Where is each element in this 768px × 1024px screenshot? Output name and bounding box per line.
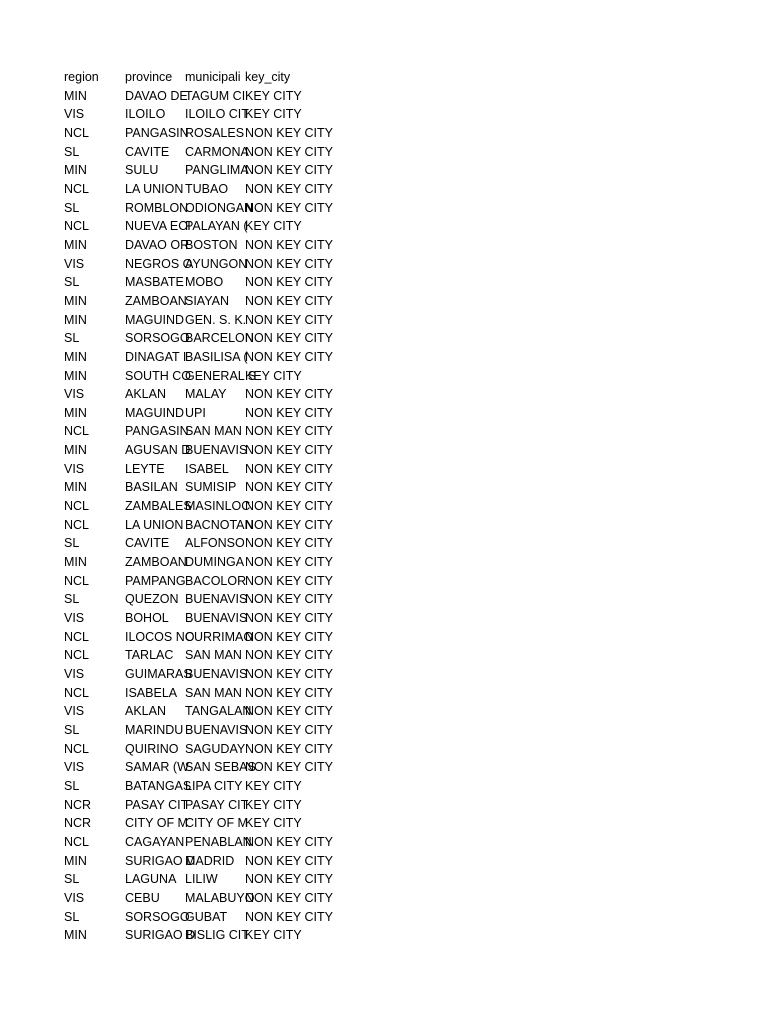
cell-province: LEYTE	[125, 461, 165, 476]
cell-key-city: NON KEY CITY	[245, 517, 333, 532]
cell-region: NCR	[64, 797, 92, 812]
cell-municipality: SAN MAN	[185, 648, 242, 663]
header-cell-province: province	[125, 70, 173, 84]
cell-province: GUIMARAS	[125, 667, 192, 681]
cell-municipality: BUENAVIS	[185, 611, 248, 626]
cell-province: SORSOGO	[125, 909, 190, 924]
cell-key-city: KEY CITY	[245, 368, 302, 383]
cell-province: BATANGAS	[125, 778, 192, 793]
cell-province: SULU	[125, 163, 159, 178]
cell-province: CAVITE	[125, 144, 170, 159]
cell-key-city: NON KEY CITY	[245, 237, 333, 252]
cell-municipality: BARCELON	[185, 331, 254, 346]
cell-province: PAMPANG	[125, 573, 186, 588]
cell-province: ILOCOS NO	[125, 629, 195, 644]
cell-region: VIS	[64, 704, 85, 719]
cell-province: ZAMBALES	[125, 499, 192, 514]
cell-key-city: KEY CITY	[245, 219, 302, 234]
cell-region: SL	[64, 592, 80, 607]
cell-province: SORSOGO	[125, 331, 190, 346]
cell-region: MIN	[64, 928, 87, 943]
cell-key-city: NON KEY CITY	[245, 387, 333, 402]
cell-municipality: SUMISIP	[185, 480, 237, 495]
cell-key-city: NON KEY CITY	[245, 499, 333, 514]
cell-region: NCL	[64, 181, 90, 196]
cell-region: VIS	[64, 256, 85, 271]
cell-province: ROMBLON	[125, 200, 189, 215]
cell-key-city: NON KEY CITY	[245, 480, 333, 495]
cell-province: AGUSAN D	[125, 443, 191, 458]
cell-region: SL	[64, 275, 80, 290]
cell-region: SL	[64, 722, 80, 737]
cell-municipality: LIPA CITY	[185, 778, 243, 793]
cell-province: CAVITE	[125, 536, 170, 551]
cell-key-city: NON KEY CITY	[245, 648, 333, 663]
cell-province: SAMAR (W	[125, 760, 189, 775]
cell-key-city: KEY CITY	[245, 797, 302, 812]
cell-region: NCL	[64, 741, 90, 756]
cell-region: SL	[64, 331, 80, 346]
cell-key-city: KEY CITY	[245, 107, 302, 122]
cell-province: MARINDU	[125, 722, 184, 737]
cell-key-city: NON KEY CITY	[245, 256, 333, 271]
cell-province: MAGUIND	[125, 405, 185, 420]
cell-municipality: SAN SEBAS	[185, 760, 256, 775]
cell-key-city: NON KEY CITY	[245, 312, 333, 327]
cell-municipality: CARMONA	[185, 144, 249, 159]
cell-province: ISABELA	[125, 685, 178, 700]
cell-key-city: NON KEY CITY	[245, 125, 333, 140]
cell-province: AKLAN	[125, 387, 166, 402]
cell-key-city: NON KEY CITY	[245, 163, 333, 178]
cell-province: TARLAC	[125, 648, 174, 663]
cell-key-city: NON KEY CITY	[245, 909, 333, 924]
cell-municipality: TUBAO	[185, 181, 229, 196]
cell-municipality: BOSTON	[185, 237, 238, 252]
cell-key-city: NON KEY CITY	[245, 722, 333, 737]
cell-province: CAGAYAN	[125, 834, 185, 849]
cell-municipality: SIAYAN	[185, 293, 229, 308]
cell-region: MIN	[64, 349, 87, 364]
cell-region: VIS	[64, 760, 85, 775]
cell-key-city: NON KEY CITY	[245, 573, 333, 588]
cell-province: LA UNION	[125, 517, 184, 532]
cell-region: NCL	[64, 499, 90, 514]
cell-region: MIN	[64, 853, 87, 868]
cell-key-city: NON KEY CITY	[245, 685, 333, 700]
cell-key-city: NON KEY CITY	[245, 760, 333, 775]
cell-municipality: SAGUDAY	[185, 741, 246, 756]
cell-municipality: AYUNGON	[185, 256, 248, 271]
cell-key-city: NON KEY CITY	[245, 555, 333, 570]
cell-key-city: NON KEY CITY	[245, 275, 333, 290]
cell-municipality: SAN MAN	[185, 685, 242, 700]
cell-key-city: KEY CITY	[245, 778, 302, 793]
cell-municipality: BUENAVIS	[185, 722, 248, 737]
cell-region: MIN	[64, 405, 87, 420]
cell-municipality: PASAY CIT	[185, 797, 249, 812]
cell-region: VIS	[64, 461, 85, 476]
cell-province: CITY OF M	[125, 816, 188, 831]
cell-municipality: BISLIG CIT	[185, 928, 249, 943]
cell-region: VIS	[64, 667, 85, 681]
cell-municipality: GENERAL S	[185, 368, 257, 383]
cell-province: QUEZON	[125, 592, 179, 607]
cell-key-city: NON KEY CITY	[245, 704, 333, 719]
cell-municipality: BUENAVIS	[185, 592, 248, 607]
cell-region: MIN	[64, 163, 87, 178]
cell-municipality: CITY OF M	[185, 816, 248, 831]
cell-municipality: UPI	[185, 405, 206, 420]
cell-key-city: NON KEY CITY	[245, 144, 333, 159]
cell-region: NCR	[64, 816, 92, 831]
cell-region: SL	[64, 200, 80, 215]
cell-province: PASAY CIT	[125, 797, 189, 812]
cell-municipality: ROSALES	[185, 125, 245, 140]
cell-municipality: PALAYAN (	[185, 219, 248, 234]
cell-key-city: NON KEY CITY	[245, 424, 333, 439]
cell-municipality: BUENAVIS	[185, 667, 248, 681]
cell-key-city: KEY CITY	[245, 928, 302, 943]
cell-province: MASBATE	[125, 275, 184, 290]
cell-key-city: NON KEY CITY	[245, 461, 333, 476]
cell-province: MAGUIND	[125, 312, 185, 327]
cell-province: SOUTH CO	[125, 368, 191, 383]
cell-key-city: NON KEY CITY	[245, 331, 333, 346]
cell-province: DAVAO DE	[125, 88, 188, 103]
cell-province: DAVAO OR	[125, 237, 190, 252]
cell-key-city: NON KEY CITY	[245, 592, 333, 607]
cell-key-city: KEY CITY	[245, 816, 302, 831]
cell-key-city: NON KEY CITY	[245, 293, 333, 308]
cell-region: SL	[64, 872, 80, 887]
cell-municipality: BACOLOR	[185, 573, 247, 588]
cell-municipality: GUBAT	[185, 909, 228, 924]
cell-province: ZAMBOAN	[125, 293, 187, 308]
cell-municipality: MALAY	[185, 387, 227, 402]
cell-municipality: LILIW	[185, 872, 218, 887]
cell-key-city: NON KEY CITY	[245, 611, 333, 626]
cell-province: LA UNION	[125, 181, 184, 196]
cell-key-city: NON KEY CITY	[245, 536, 333, 551]
cell-key-city: NON KEY CITY	[245, 629, 333, 644]
cell-region: MIN	[64, 88, 87, 103]
header-cell-key-city: key_city	[245, 70, 291, 84]
cell-key-city: NON KEY CITY	[245, 853, 333, 868]
cell-region: MIN	[64, 480, 87, 495]
header-cell-municipality: municipali	[185, 70, 241, 84]
cell-province: BASILAN	[125, 480, 178, 495]
cell-region: SL	[64, 144, 80, 159]
cell-region: NCL	[64, 685, 90, 700]
cell-municipality: MALABUYO	[185, 890, 255, 905]
cell-region: NCL	[64, 834, 90, 849]
cell-province: PANGASIN	[125, 125, 189, 140]
cell-region: SL	[64, 909, 80, 924]
cell-region: MIN	[64, 555, 87, 570]
cell-province: AKLAN	[125, 704, 166, 719]
cell-region: VIS	[64, 107, 85, 122]
cell-province: NUEVA ECI	[125, 219, 191, 234]
cell-region: SL	[64, 536, 80, 551]
cell-province: LAGUNA	[125, 872, 177, 887]
cell-municipality: SAN MAN	[185, 424, 242, 439]
cell-municipality: CURRIMAO	[185, 629, 254, 644]
cell-region: SL	[64, 778, 80, 793]
cell-municipality: ISABEL	[185, 461, 229, 476]
cell-municipality: TAGUM CI	[185, 88, 246, 103]
cell-key-city: NON KEY CITY	[245, 667, 333, 681]
cell-municipality: TANGALAN	[185, 704, 252, 719]
cell-region: VIS	[64, 611, 85, 626]
cell-municipality: ALFONSO	[185, 536, 245, 551]
cell-municipality: BUENAVIS	[185, 443, 248, 458]
cell-region: MIN	[64, 293, 87, 308]
cell-key-city: NON KEY CITY	[245, 872, 333, 887]
cell-province: DINAGAT I	[125, 349, 187, 364]
cell-municipality: GEN. S. K.	[185, 312, 247, 327]
cell-municipality: ILOILO CIT	[185, 107, 249, 122]
cell-region: NCL	[64, 648, 90, 663]
cell-municipality: PENABLAN	[185, 834, 252, 849]
cell-region: NCL	[64, 517, 90, 532]
cell-region: VIS	[64, 890, 85, 905]
cell-province: NEGROS O	[125, 256, 193, 271]
cell-key-city: NON KEY CITY	[245, 890, 333, 905]
cell-key-city: NON KEY CITY	[245, 405, 333, 420]
cell-key-city: NON KEY CITY	[245, 834, 333, 849]
cell-municipality: MASINLOC	[185, 499, 251, 514]
header-cell-region: region	[64, 70, 99, 84]
cell-province: PANGASIN	[125, 424, 189, 439]
cell-province: QUIRINO	[125, 741, 179, 756]
cell-municipality: BACNOTAN	[185, 517, 254, 532]
cell-region: NCL	[64, 219, 90, 234]
cell-region: NCL	[64, 573, 90, 588]
cell-municipality: PANGLIMA	[185, 163, 249, 178]
cell-key-city: NON KEY CITY	[245, 349, 333, 364]
cell-key-city: NON KEY CITY	[245, 200, 333, 215]
cell-key-city: NON KEY CITY	[245, 741, 333, 756]
cell-key-city: NON KEY CITY	[245, 181, 333, 196]
cell-province: BOHOL	[125, 611, 169, 626]
cell-municipality: DUMINGA	[185, 555, 245, 570]
cell-municipality: BASILISA (	[185, 349, 248, 364]
cell-region: NCL	[64, 629, 90, 644]
cell-region: MIN	[64, 312, 87, 327]
cell-region: MIN	[64, 368, 87, 383]
cell-region: MIN	[64, 237, 87, 252]
cell-province: SURIGAO D	[125, 853, 196, 868]
cell-region: NCL	[64, 424, 90, 439]
cell-municipality: ODIONGAN	[185, 200, 254, 215]
cell-province: SURIGAO D	[125, 928, 196, 943]
cell-key-city: KEY CITY	[245, 88, 302, 103]
cell-province: ZAMBOAN	[125, 555, 187, 570]
cell-region: VIS	[64, 387, 85, 402]
cell-region: NCL	[64, 125, 90, 140]
cell-municipality: MOBO	[185, 275, 224, 290]
cell-province: CEBU	[125, 890, 160, 905]
cell-municipality: MADRID	[185, 853, 235, 868]
cell-region: MIN	[64, 443, 87, 458]
cell-province: ILOILO	[125, 107, 166, 122]
cell-key-city: NON KEY CITY	[245, 443, 333, 458]
